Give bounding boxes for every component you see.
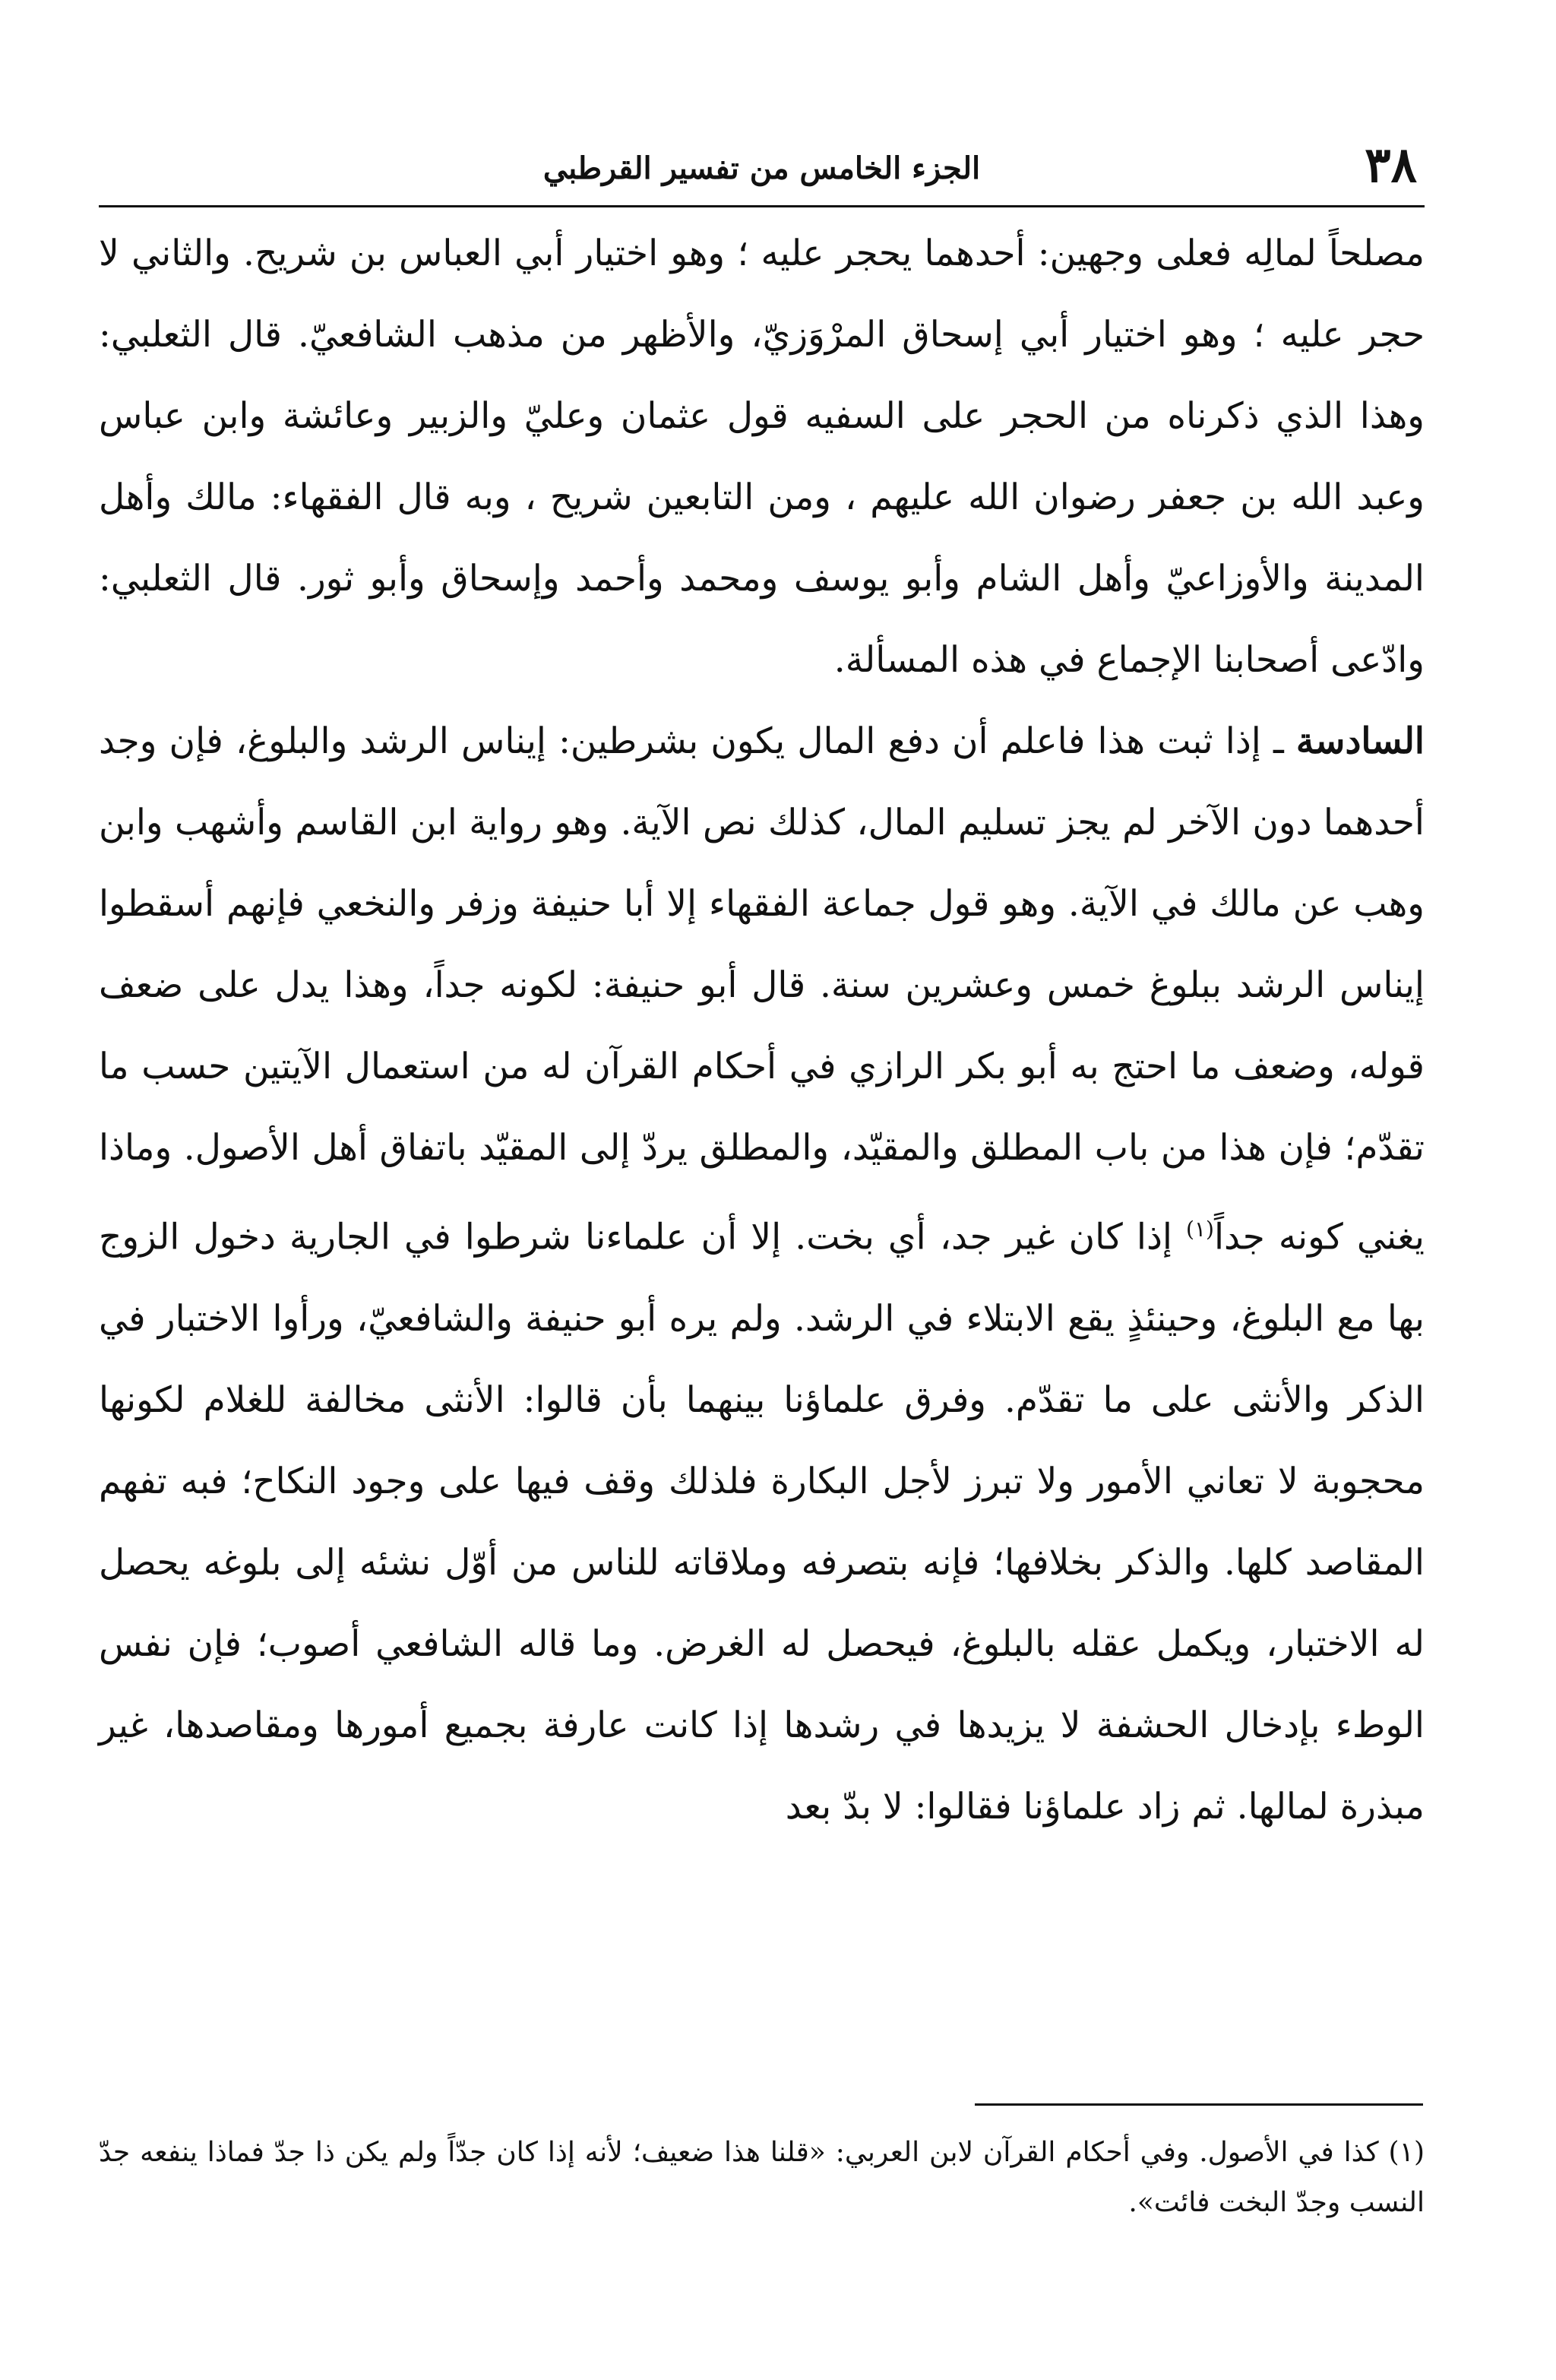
footnotes	[99, 2128, 1425, 2228]
footnote-separator	[975, 2103, 1423, 2106]
paragraph	[99, 701, 1425, 1847]
paragraph: مصلحاً لمالِه فعلى وجهين: أحدهما يحجر عليه ؛ وهو اختيار أبي العباس بن شريح. والثاني لا حجر عليه ؛ وهو اختيار أبي إسحاق المرْوَزيّ، والأظهر من مذهب الشافعيّ. قال الثعلبي: وهذا الذي ذكرناه من الحجر على السفيه قول عثمان وعليّ والزبير وعائشة وابن عباس وعبد الله بن جعفر رضوان الله عليهم ، ومن التابعين شريح ، وبه قال الفقهاء: مالك وأهل المدينة والأوزاعيّ وأهل الشام وأبو يوسف ومحمد وأحمد وإسحاق وأبو ثور. قال الثعلبي: وادّعى أصحابنا الإجماع في هذه المسألة.	[99, 233, 1425, 681]
paragraph-text: ـ إذا ثبت هذا فاعلم أن دفع المال يكون بشرطين: إيناس الرشد والبلوغ، فإن وجد أحدهما دون الآخر لم يجز تسليم المال، كذلك نص الآية. وهو رواية ابن القاسم وأشهب وابن وهب عن مالك في الآية. وهو قول جماعة الفقهاء إلا أبا حنيفة وزفر والنخعي فإنهم أسقطوا إيناس الرشد ببلوغ خمس وعشرين سنة. قال أبو حنيفة: لكونه جداً، وهذا يدل على ضعف قوله، وضعف ما احتج به أبو بكر الرازي في أحكام القرآن له من استعمال الآيتين حسب ما تقدّم؛ فإن هذا من باب المطلق والمقيّد، والمطلق يردّ إلى المقيّد باتفاق أهل الأصول. وماذا يغني كونه جداً	[99, 720, 1425, 1258]
footnote: (١) كذا في الأصول. وفي أحكام القرآن لابن العربي: «قلنا هذا ضعيف؛ لأنه إذا كان جدّاً ولم يكن ذا جدّ فماذا ينفعه جدّ النسب وجدّ البخت فائت».	[99, 2137, 1425, 2218]
page-number: ٣٨	[1365, 137, 1417, 194]
page-header	[99, 129, 1425, 207]
body-text	[99, 213, 1425, 1847]
paragraph-text: إذا كان غير جد، أي بخت. إلا أن علماءنا شرطوا في الجارية دخول الزوج بها مع البلوغ، وحينئذٍ يقع الابتلاء في الرشد. ولم يره أبو حنيفة والشافعيّ، ورأوا الاختبار في الذكر والأنثى على ما تقدّم. وفرق علماؤنا بينهما بأن قالوا: الأنثى مخالفة للغلام لكونها محجوبة لا تعاني الأمور ولا تبرز لأجل البكارة فلذلك وقف فيها على وجود النكاح؛ فبه تفهم المقاصد كلها. والذكر بخلافها؛ فإنه بتصرفه وملاقاته للناس من أوّل نشئه إلى بلوغه يحصل له الاختبار، ويكمل عقله بالبلوغ، فيحصل له الغرض. وما قاله الشافعي أصوب؛ فإن نفس الوطء بإدخال الحشفة لا يزيدها في رشدها إذا كانت عارفة بجميع أمورها ومقاصدها، غير مبذرة لمالها. ثم زاد علماؤنا فقالوا: لا بدّ بعد	[99, 1216, 1425, 1828]
running-title: الجزء الخامس من تفسير القرطبي	[542, 150, 981, 186]
section-heading: السادسة	[1295, 720, 1425, 762]
footnote-marker: (١)	[1186, 1217, 1214, 1242]
